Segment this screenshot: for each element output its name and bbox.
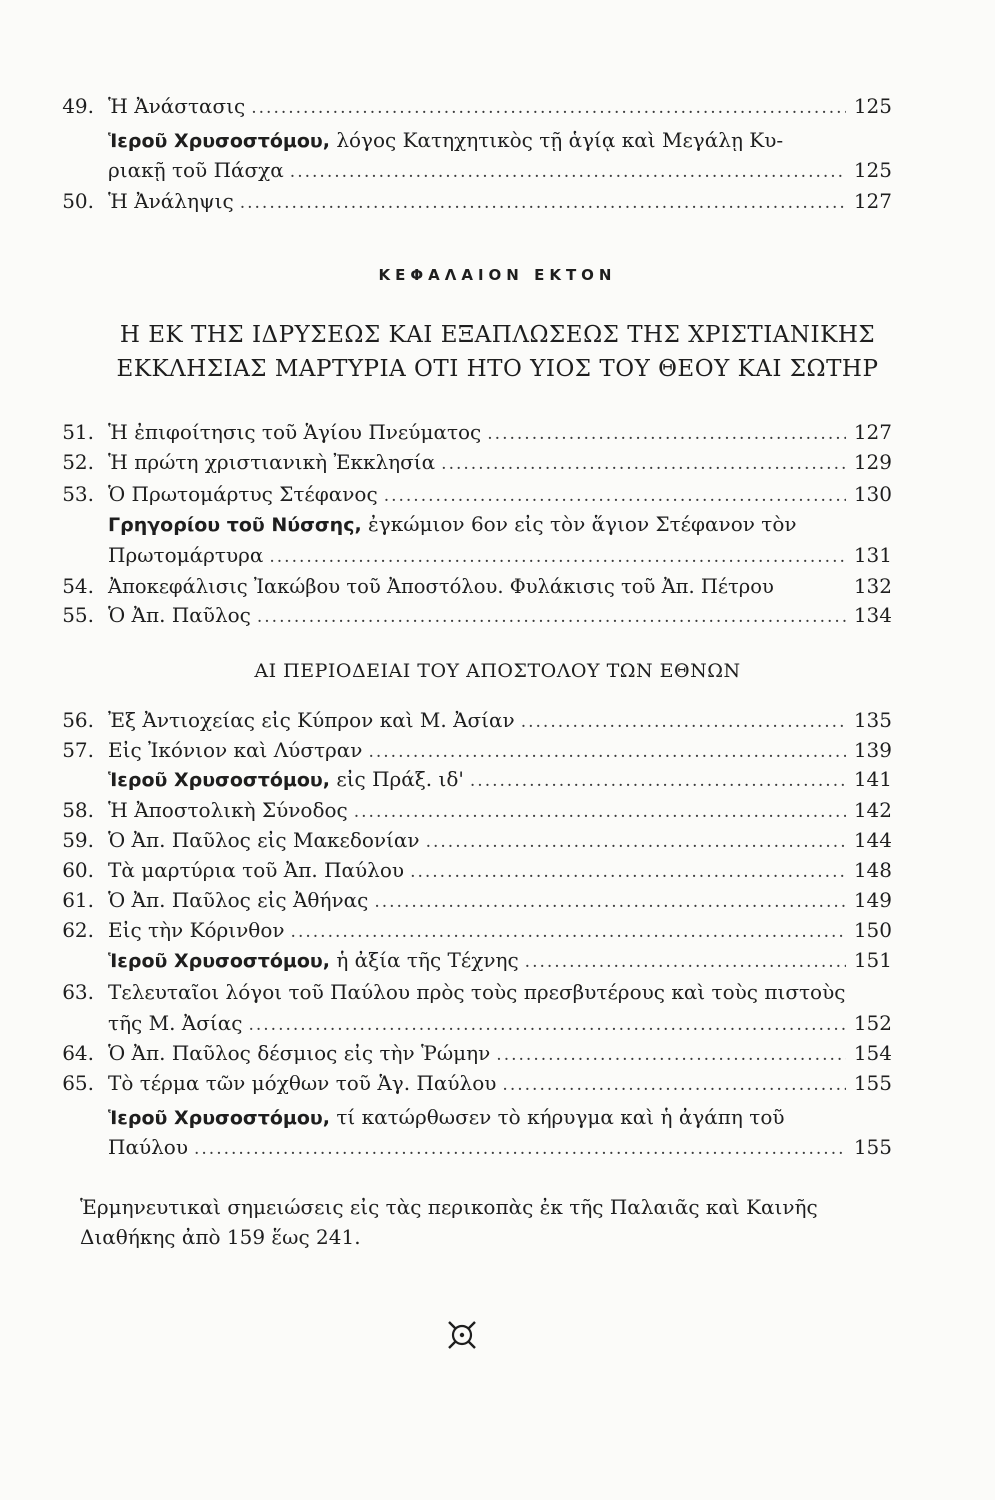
entry-title: Ὁ Ἀπ. Παῦλος εἰς Ἀθήνας xyxy=(108,888,369,912)
toc-entry[interactable] xyxy=(108,980,845,1004)
entry-number: 50. xyxy=(62,189,94,213)
dot-leader xyxy=(441,454,846,474)
entry-title: Ὁ Ἀπ. Παῦλος δέσμιος εἰς τὴν Ῥώμην xyxy=(108,1041,491,1065)
dot-leader xyxy=(354,802,846,822)
toc-entry-author[interactable] xyxy=(108,948,892,972)
author-name: Ἱεροῦ Χρυσοστόμου, xyxy=(108,769,330,791)
toc-entry-continuation[interactable] xyxy=(108,1011,892,1035)
entry-title: Ἡ Ἀποστολικὴ Σύνοδος xyxy=(108,798,348,822)
toc-entry-continuation[interactable] xyxy=(108,158,892,182)
entry-title: Ἡ πρώτη χριστιανικὴ Ἐκκλησία xyxy=(108,450,436,474)
chapter-title-line-1: Η ΕΚ ΤΗΣ ΙΔΡΥΣΕΩΣ ΚΑΙ ΕΞΑΠΛΩΣΕΩΣ ΤΗΣ ΧΡΙΣΤΙΑΝΙΚΗΣ xyxy=(119,322,876,348)
entry-number: 52. xyxy=(62,450,94,474)
entry-title: ἡ ἀξία τῆς Τέχνης xyxy=(329,948,519,972)
entry-title: Ἡ Ἀνάστασις xyxy=(108,94,246,118)
entry-number: 53. xyxy=(62,482,94,506)
dot-leader xyxy=(426,832,846,852)
entry-title: ἐγκώμιον 6ον εἰς τὸν ἅγιον Στέφανον τὸν xyxy=(361,512,797,536)
page-number: 130 xyxy=(853,482,892,506)
entry-number: 55. xyxy=(62,603,94,627)
entry-title: Τὸ τέρμα τῶν μόχθων τοῦ Ἁγ. Παύλου xyxy=(108,1071,497,1095)
author-name: Ἱεροῦ Χρυσοστόμου, xyxy=(108,1107,330,1129)
entry-number: 59. xyxy=(62,828,94,852)
entry-title: Τελευταῖοι λόγοι τοῦ Παύλου πρὸς τοὺς πρεσβυτέρους καὶ τοὺς πιστοὺς xyxy=(108,980,846,1004)
entry-number: 61. xyxy=(62,888,94,912)
entry-number: 65. xyxy=(62,1071,94,1095)
entry-title: Ὁ Πρωτομάρτυς Στέφανος xyxy=(108,482,378,506)
page-number: 139 xyxy=(853,738,892,762)
page-number: 132 xyxy=(853,574,892,598)
entry-title: Εἰς τὴν Κόρινθον xyxy=(108,918,285,942)
toc-entry[interactable] xyxy=(108,482,892,506)
fleuron-ornament-icon xyxy=(445,1318,479,1352)
entry-number: 64. xyxy=(62,1041,94,1065)
entry-number: 57. xyxy=(62,738,94,762)
toc-entry[interactable] xyxy=(108,94,892,118)
dot-leader xyxy=(521,712,846,732)
page-number: 127 xyxy=(853,189,892,213)
page-number: 125 xyxy=(853,94,892,118)
page-number: 135 xyxy=(853,708,892,732)
toc-entry-continuation[interactable] xyxy=(108,543,892,567)
toc-entry[interactable] xyxy=(108,888,892,912)
page-number: 144 xyxy=(853,828,892,852)
dot-leader xyxy=(290,162,846,182)
toc-entry[interactable] xyxy=(108,574,892,598)
page-number: 141 xyxy=(853,767,892,791)
toc-entry[interactable] xyxy=(108,603,892,627)
entry-number: 63. xyxy=(62,980,94,1004)
entry-title: Ἐξ Ἀντιοχείας εἰς Κύπρον καὶ Μ. Ἀσίαν xyxy=(108,708,515,732)
entry-number: 58. xyxy=(62,798,94,822)
entry-number: 60. xyxy=(62,858,94,882)
chapter-title-line-2: ΕΚΚΛΗΣΙΑΣ ΜΑΡΤΥΡΙΑ ΟΤΙ ΗΤΟ ΥΙΟΣ ΤΟΥ ΘΕΟΥ ΚΑΙ ΣΩΤΗΡ xyxy=(116,356,879,382)
page-number: 149 xyxy=(853,888,892,912)
page-number: 142 xyxy=(853,798,892,822)
entry-title-cont: τῆς Μ. Ἀσίας xyxy=(108,1011,243,1035)
toc-entry-author[interactable] xyxy=(108,767,892,791)
entry-title: Ὁ Ἀπ. Παῦλος xyxy=(108,603,251,627)
dot-leader xyxy=(410,862,846,882)
entry-number: 54. xyxy=(62,574,94,598)
page-number: 155 xyxy=(853,1071,892,1095)
author-name: Ἱεροῦ Χρυσοστόμου, xyxy=(108,130,330,152)
page-number: 129 xyxy=(853,450,892,474)
dot-leader xyxy=(269,547,846,567)
toc-entry[interactable] xyxy=(108,708,892,732)
dot-leader xyxy=(194,1139,846,1159)
dot-leader xyxy=(496,1045,846,1065)
dot-leader xyxy=(470,771,846,791)
section-heading: ΑΙ ΠΕΡΙΟΔΕΙΑΙ ΤΟΥ ΑΠΟΣΤΟΛΟΥ ΤΩΝ ΕΘΝΩΝ xyxy=(254,660,741,682)
entry-title: λόγος Κατηχητικὸς τῇ ἁγίᾳ καὶ Μεγάλῃ Κυ- xyxy=(329,128,784,152)
entry-title-cont: Πρωτομάρτυρα xyxy=(108,543,264,567)
page-number: 127 xyxy=(853,420,892,444)
toc-entry[interactable] xyxy=(108,738,892,762)
entry-title: Τὰ μαρτύρια τοῦ Ἀπ. Παύλου xyxy=(108,858,405,882)
page-number: 155 xyxy=(853,1135,892,1159)
page-number: 134 xyxy=(853,603,892,627)
toc-entry[interactable] xyxy=(108,798,892,822)
entry-number: 62. xyxy=(62,918,94,942)
toc-entry[interactable] xyxy=(108,189,892,213)
toc-entry[interactable] xyxy=(108,858,892,882)
page-number: 131 xyxy=(853,543,892,567)
dot-leader xyxy=(384,486,846,506)
dot-leader xyxy=(251,98,846,118)
dot-leader xyxy=(291,922,846,942)
entry-title-cont: Παύλου xyxy=(108,1135,188,1159)
author-name: Γρηγορίου τοῦ Νύσσης, xyxy=(108,514,362,536)
note-line-2: Διαθήκης ἀπὸ 159 ἕως 241. xyxy=(80,1225,361,1249)
entry-title: τί κατώρθωσεν τὸ κήρυγμα καὶ ἡ ἀγάπη τοῦ xyxy=(329,1105,785,1129)
dot-leader xyxy=(374,892,846,912)
page-number: 154 xyxy=(853,1041,892,1065)
toc-entry-author[interactable] xyxy=(108,512,797,536)
toc-entry-author[interactable] xyxy=(108,128,783,152)
entry-title: Ἀποκεφάλισις Ἰακώβου τοῦ Ἀποστόλου. Φυλάκισις τοῦ Ἀπ. Πέτρου xyxy=(108,575,774,598)
author-name: Ἱεροῦ Χρυσοστόμου, xyxy=(108,950,330,972)
entry-title: Ὁ Ἀπ. Παῦλος εἰς Μακεδονίαν xyxy=(108,828,420,852)
entry-title: Εἰς Ἰκόνιον καὶ Λύστραν xyxy=(108,738,363,762)
entry-title-cont: ριακῇ τοῦ Πάσχα xyxy=(108,158,284,182)
toc-entry[interactable] xyxy=(108,918,892,942)
dot-leader xyxy=(487,424,846,444)
dot-leader xyxy=(525,952,846,972)
dot-leader xyxy=(248,1015,846,1035)
toc-entry[interactable] xyxy=(108,828,892,852)
toc-entry[interactable] xyxy=(108,450,892,474)
page-number: 148 xyxy=(853,858,892,882)
toc-entry-continuation[interactable] xyxy=(108,1135,892,1159)
toc-entry[interactable] xyxy=(108,1041,892,1065)
entry-number: 51. xyxy=(62,420,94,444)
page-number: 152 xyxy=(853,1011,892,1035)
toc-entry[interactable] xyxy=(108,420,892,444)
note-line-1: Ἑρμηνευτικαὶ σημειώσεις εἰς τὰς περικοπὰς ἐκ τῆς Παλαιᾶς καὶ Καινῆς xyxy=(80,1195,818,1219)
chapter-heading: ΚΕΦΑΛΑΙΟΝ ΕΚΤΟΝ xyxy=(378,266,617,284)
entry-title: Ἡ Ἀνάληψις xyxy=(108,189,234,213)
page-number: 150 xyxy=(853,918,892,942)
page-number: 151 xyxy=(853,948,892,972)
toc-entry-author[interactable] xyxy=(108,1105,785,1129)
dot-leader xyxy=(502,1075,846,1095)
dot-leader xyxy=(257,607,846,627)
entry-title: Ἡ ἐπιφοίτησις τοῦ Ἁγίου Πνεύματος xyxy=(108,420,482,444)
dot-leader xyxy=(240,193,846,213)
entry-number: 56. xyxy=(62,708,94,732)
toc-entry[interactable] xyxy=(108,1071,892,1095)
entry-title: εἰς Πράξ. ιδ' xyxy=(329,767,464,791)
page-number: 125 xyxy=(853,158,892,182)
entry-number: 49. xyxy=(62,94,94,118)
dot-leader xyxy=(368,742,846,762)
